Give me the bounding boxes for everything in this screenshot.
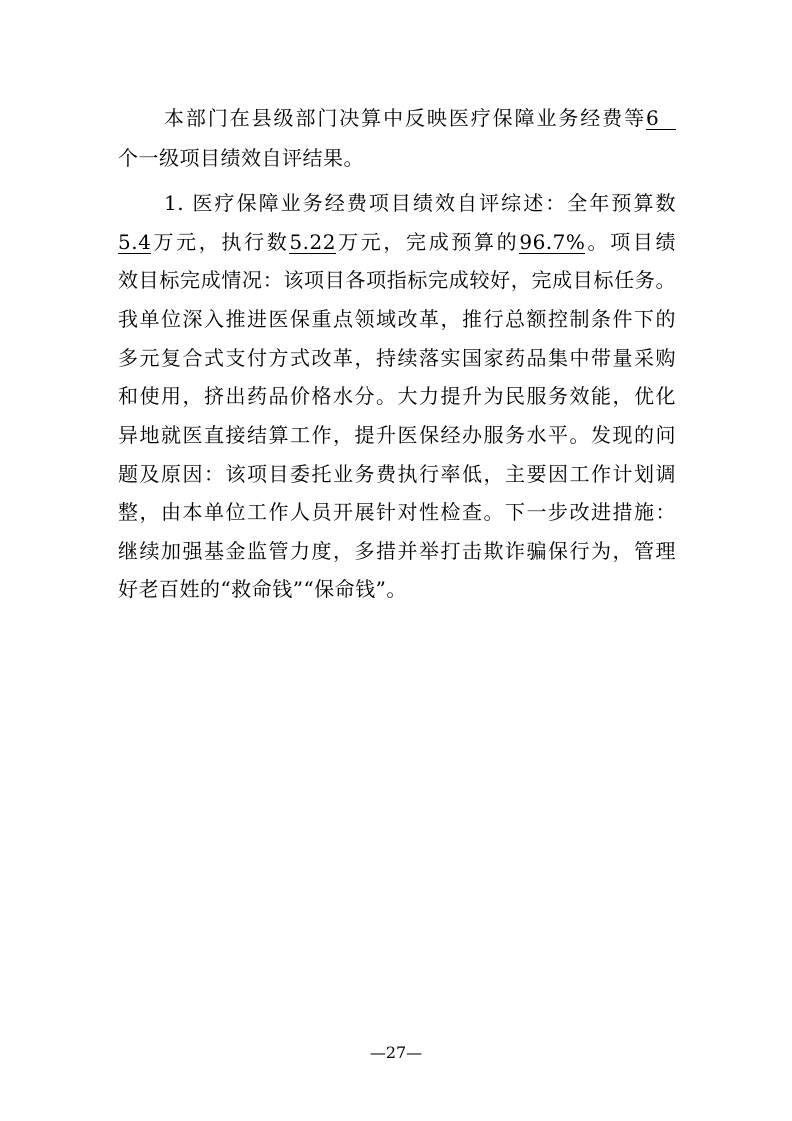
project-count: 6 bbox=[646, 107, 676, 130]
item1-text-b: 万元，完成预算的 bbox=[335, 230, 520, 254]
intro-line-2: 个一级项目绩效自评结果。 bbox=[118, 146, 364, 170]
item1-line-5: 多元复合式支付方式改革，持续落实国家药品集中带量采购 bbox=[118, 346, 676, 370]
intro-line-1 bbox=[164, 105, 676, 131]
page-number: —27— bbox=[369, 1043, 423, 1062]
intro-text: 本部门在县级部门决算中反映医疗保障业务经费等 bbox=[164, 106, 646, 130]
completion-rate: 96.7% bbox=[519, 230, 586, 254]
item1-line-11: 好老百姓的“救命钱”“保命钱”。 bbox=[118, 577, 407, 601]
item1-line-3: 效目标完成情况：该项目各项指标完成较好，完成目标任务。 bbox=[118, 268, 676, 292]
item1-text-c: 。项目绩 bbox=[585, 230, 677, 254]
item1-line-1: 1. 医疗保障业务经费项目绩效自评综述：全年预算数 bbox=[164, 191, 676, 215]
item1-line-10: 继续加强基金监管力度，多措并举打击欺诈骗保行为，管理 bbox=[118, 539, 676, 563]
budget-value: 5.4 bbox=[118, 230, 152, 254]
executed-value: 5.22 bbox=[289, 230, 336, 254]
item1-line-7: 异地就医直接结算工作，提升医保经办服务水平。发现的问 bbox=[118, 423, 676, 447]
item1-line-4: 我单位深入推进医保重点领域改革，推行总额控制条件下的 bbox=[118, 307, 676, 331]
item1-line-6: 和使用，挤出药品价格水分。大力提升为民服务效能，优化 bbox=[118, 384, 676, 408]
item1-line-9: 整，由本单位工作人员开展针对性检查。下一步改进措施： bbox=[118, 500, 676, 524]
item1-line-8: 题及原因：该项目委托业务费执行率低，主要因工作计划调 bbox=[118, 462, 676, 486]
item1-text-a: 万元，执行数 bbox=[151, 230, 290, 254]
item1-line-2 bbox=[118, 229, 676, 255]
